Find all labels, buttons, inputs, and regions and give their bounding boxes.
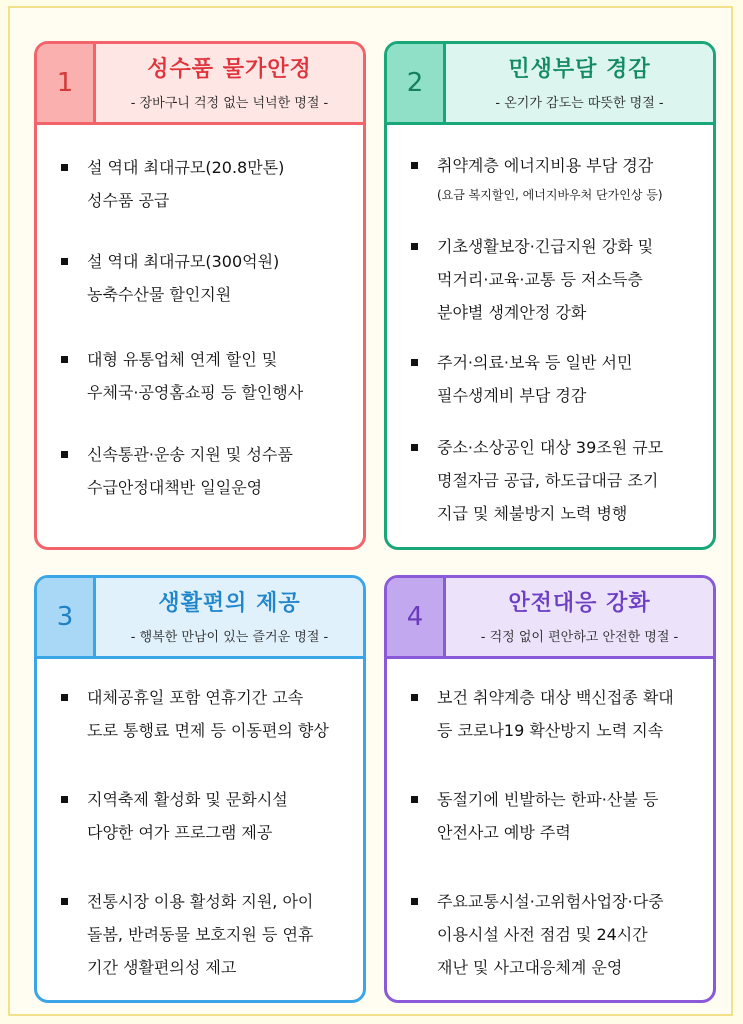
item-line: 지급 및 체불방지 노력 병행 [437, 504, 628, 523]
bullet-square-icon [411, 898, 418, 905]
card-number: 1 [37, 44, 96, 122]
bullet-square-icon [61, 796, 68, 803]
bullet-square-icon [61, 451, 68, 458]
bullet-square-icon [61, 258, 68, 265]
list-item [411, 149, 697, 208]
card-living-burden [384, 41, 716, 550]
bullet-square-icon [411, 796, 418, 803]
card-number: 3 [37, 578, 96, 656]
card-safety [384, 575, 716, 1003]
bullet-square-icon [61, 694, 68, 701]
card-header [37, 44, 363, 125]
item-line: 도로 통행료 면제 등 이동편의 향상 [87, 721, 329, 740]
card-title: 민생부담 경감 [508, 57, 651, 82]
item-line: 등 코로나19 확산방지 노력 지속 [437, 721, 664, 740]
card-subtitle: - 걱정 없이 편안하고 안전한 명절 - [480, 630, 679, 645]
card-subtitle: - 행복한 만남이 있는 즐거운 명절 - [130, 630, 329, 645]
item-line: 중소·소상공인 대상 39조원 규모 [437, 438, 664, 457]
item-line-note: (요금 복지할인, 에너지바우처 단가인상 등) [437, 188, 663, 202]
list-item [61, 438, 347, 504]
card-convenience [34, 575, 366, 1003]
item-line: 수급안정대책반 일일운영 [87, 478, 263, 497]
list-item [61, 783, 347, 849]
list-item [411, 230, 697, 329]
card-title: 성수품 물가안정 [147, 57, 312, 82]
item-line: 분야별 생계안정 강화 [437, 303, 587, 322]
item-line: 기초생활보장·긴급지원 강화 및 [437, 237, 654, 256]
bullet-square-icon [411, 359, 418, 366]
card-number: 4 [387, 578, 446, 656]
item-line: 주거·의료·보육 등 일반 서민 [437, 353, 633, 372]
card-header [37, 578, 363, 659]
item-line: 취약계층 에너지비용 부담 경감 [437, 156, 654, 175]
item-line: 지역축제 활성화 및 문화시설 [87, 790, 288, 809]
bullet-square-icon [411, 444, 418, 451]
list-item [61, 885, 347, 984]
card-subtitle: - 온기가 감도는 따뜻한 명절 - [495, 96, 664, 111]
list-item [61, 245, 347, 311]
item-line: 농축수산물 할인지원 [87, 285, 232, 304]
bullet-square-icon [411, 243, 418, 250]
item-line: 성수품 공급 [87, 191, 170, 210]
list-item [61, 343, 347, 409]
item-line: 필수생계비 부담 경감 [437, 386, 587, 405]
item-line: 우체국·공영홈쇼핑 등 할인행사 [87, 383, 304, 402]
item-line: 주요교통시설·고위험사업장·다중 [437, 892, 664, 911]
bullet-square-icon [411, 162, 418, 169]
item-line: 다양한 여가 프로그램 제공 [87, 823, 273, 842]
item-line: 동절기에 빈발하는 한파·산불 등 [437, 790, 659, 809]
item-line: 기간 생활편의성 제고 [87, 958, 237, 977]
list-item [61, 151, 347, 217]
item-line: 명절자금 공급, 하도급대금 조기 [437, 471, 659, 490]
bullet-square-icon [61, 898, 68, 905]
card-title: 생활편의 제공 [158, 591, 301, 616]
list-item [411, 431, 697, 530]
item-line: 전통시장 이용 활성화 지원, 아이 [87, 892, 314, 911]
item-line: 안전사고 예방 주력 [437, 823, 571, 842]
item-line: 대형 유통업체 연계 할인 및 [87, 350, 278, 369]
item-line: 이용시설 사전 점검 및 24시간 [437, 925, 648, 944]
item-line: 신속통관·운송 지원 및 성수품 [87, 445, 293, 464]
item-line: 재난 및 사고대응체계 운영 [437, 958, 623, 977]
item-line: 대체공휴일 포함 연휴기간 고속 [87, 688, 304, 707]
item-line: 설 역대 최대규모(300억원) [87, 252, 280, 271]
item-line: 보건 취약계층 대상 백신접종 확대 [437, 688, 674, 707]
card-subtitle: - 장바구니 걱정 없는 넉넉한 명절 - [130, 96, 329, 111]
card-number: 2 [387, 44, 446, 122]
bullet-square-icon [61, 164, 68, 171]
item-line: 설 역대 최대규모(20.8만톤) [87, 158, 285, 177]
list-item [411, 346, 697, 412]
list-item [411, 783, 697, 849]
item-line: 먹거리·교육·교통 등 저소득층 [437, 270, 643, 289]
card-header [387, 578, 713, 659]
list-item [411, 681, 697, 747]
bullet-square-icon [411, 694, 418, 701]
card-title: 안전대응 강화 [508, 591, 651, 616]
card-header [387, 44, 713, 125]
item-line: 돌봄, 반려동물 보호지원 등 연휴 [87, 925, 314, 944]
card-price-stability [34, 41, 366, 550]
list-item [411, 885, 697, 984]
bullet-square-icon [61, 356, 68, 363]
list-item [61, 681, 347, 747]
